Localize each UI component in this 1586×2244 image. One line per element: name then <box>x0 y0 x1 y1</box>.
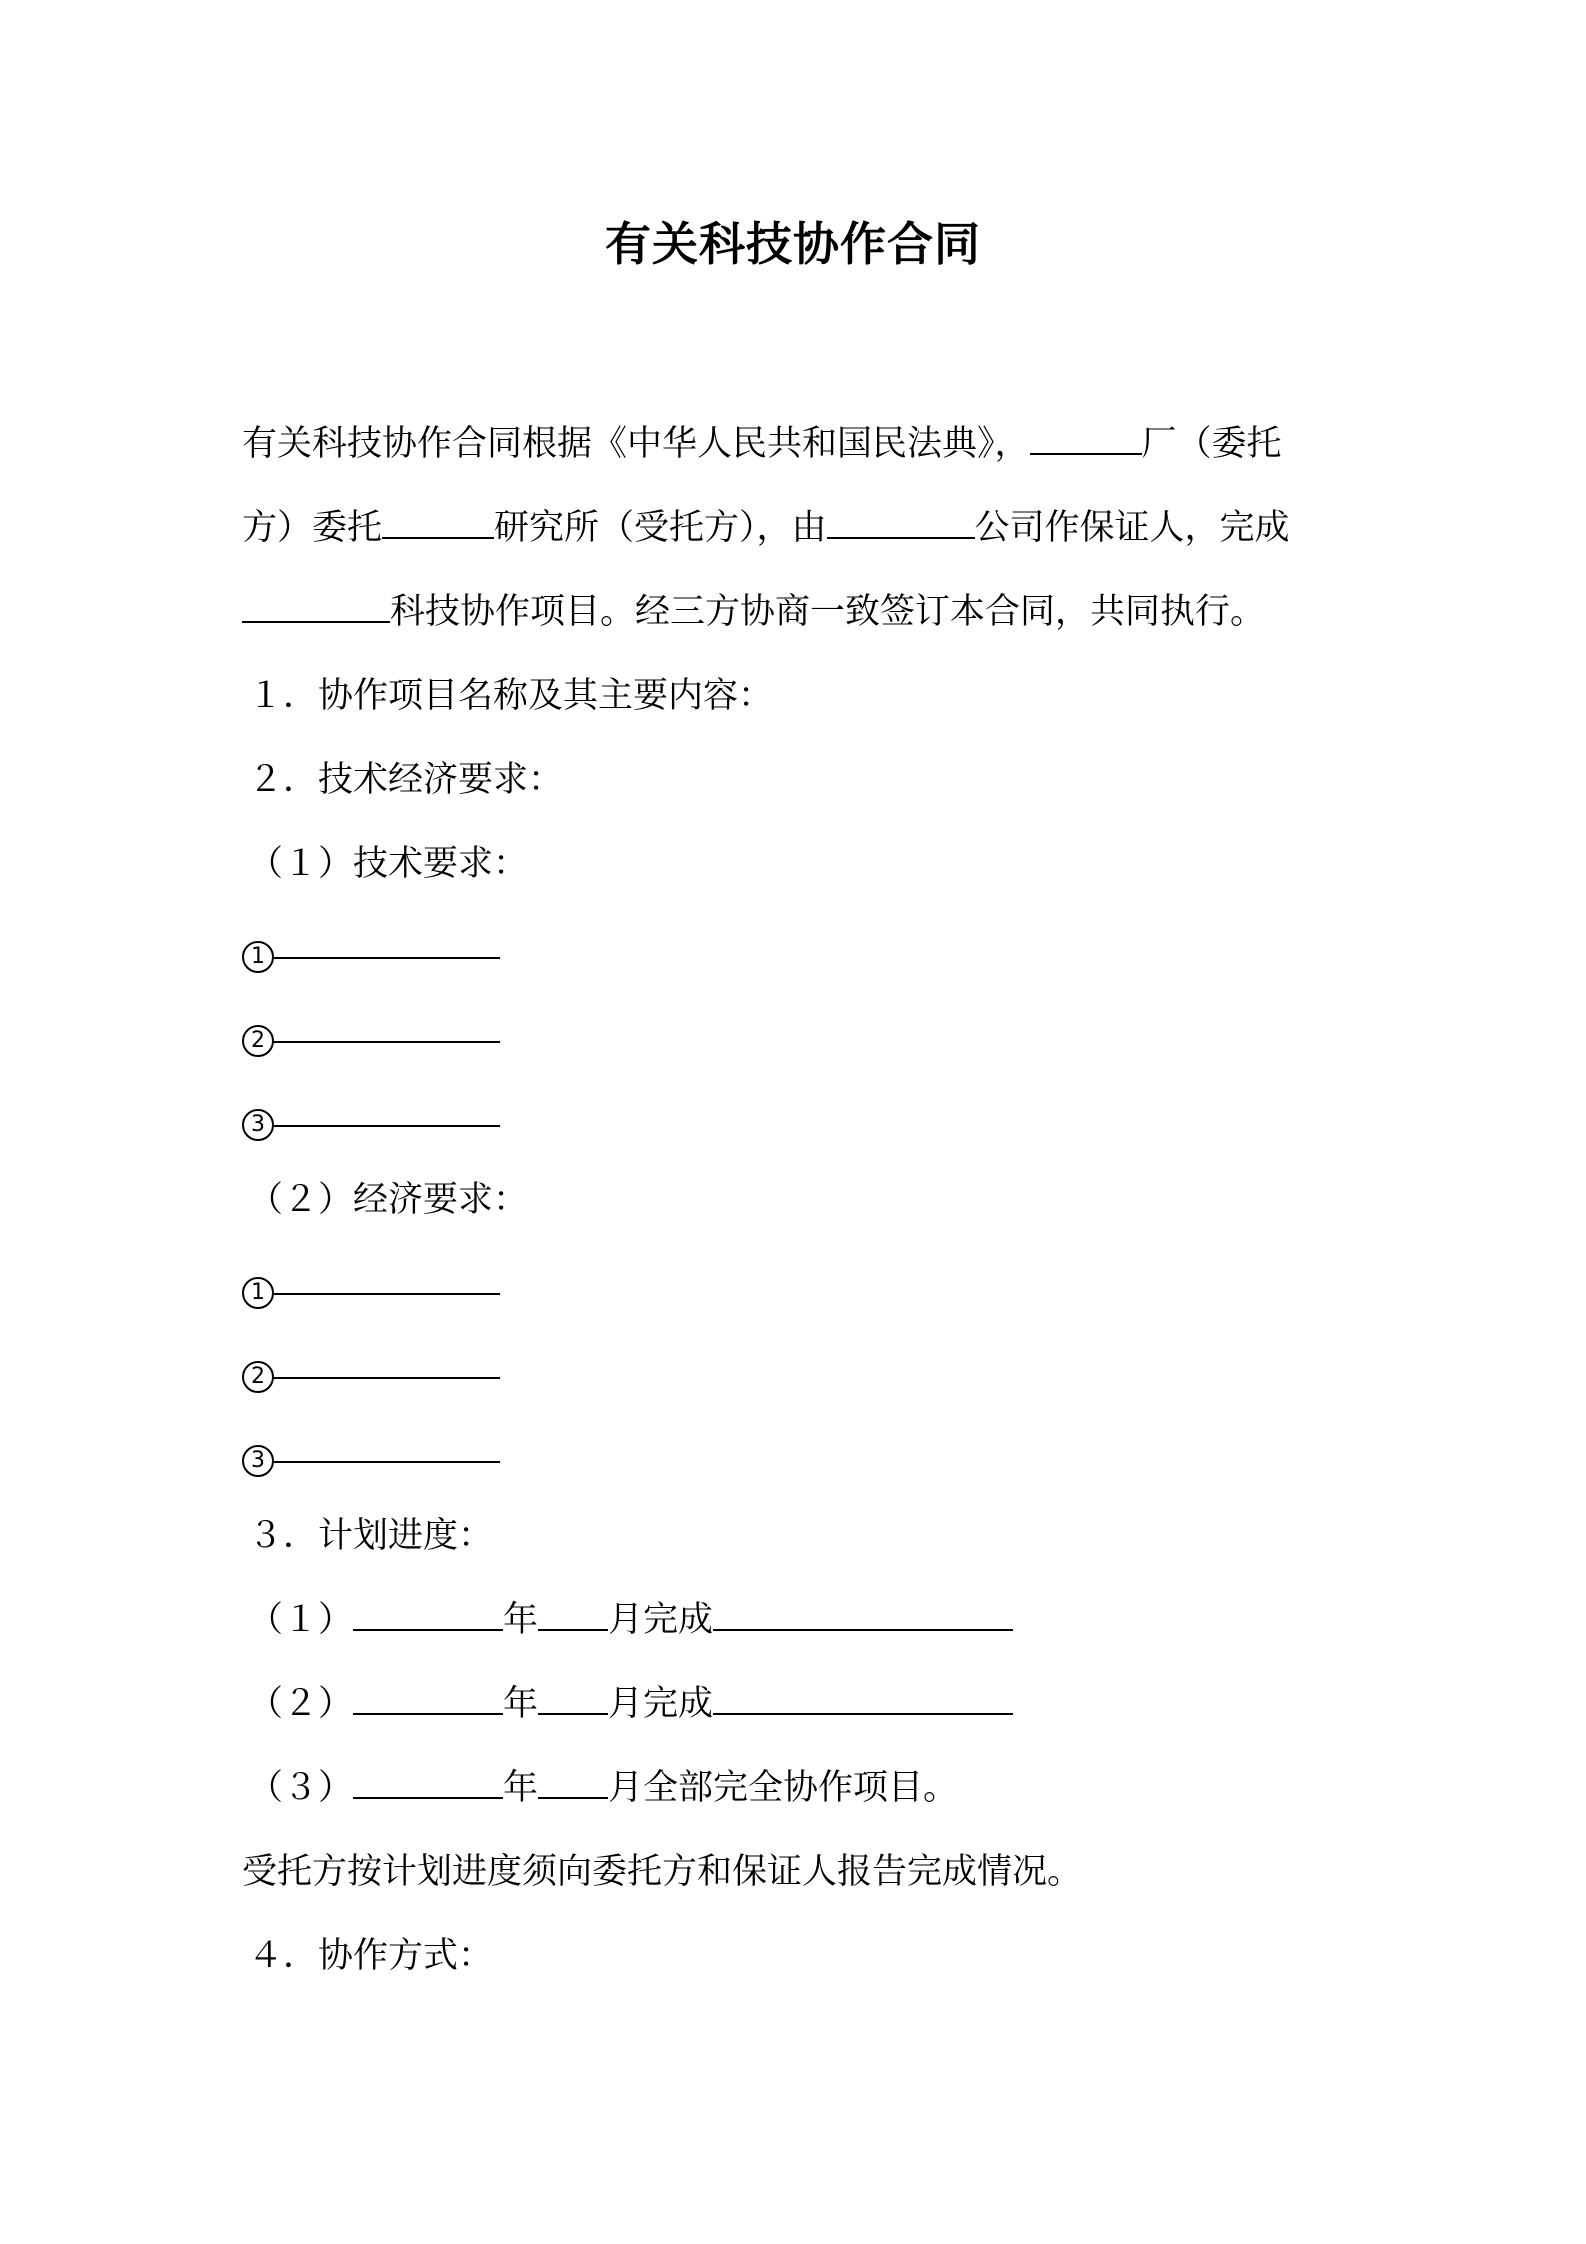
circled-number: 3 <box>242 1445 274 1477</box>
year-label: 年 <box>503 1768 539 1808</box>
document-title: 有关科技协作合同 <box>605 217 981 271</box>
econ-requirement-item <box>242 1242 1352 1326</box>
project-name-blank[interactable] <box>242 595 390 623</box>
econ-requirement-blank-3[interactable] <box>274 1435 500 1463</box>
section-2-heading: ２．技术经济要求： <box>248 760 564 800</box>
section-2-1-heading: （１）技术要求： <box>248 844 529 884</box>
intro-text: 研究所（受托方），由 <box>494 508 827 548</box>
econ-requirement-blank-2[interactable] <box>274 1351 500 1379</box>
intro-line-1 <box>242 402 1352 486</box>
schedule-item-1 <box>242 1578 1352 1662</box>
section-1-heading: １．协作项目名称及其主要内容： <box>248 676 774 716</box>
deliverable-blank[interactable] <box>713 1603 1013 1631</box>
tech-requirement-item <box>242 990 1352 1074</box>
month-blank[interactable] <box>538 1771 608 1799</box>
intro-text: 有关科技协作合同根据《中华人民共和国民法典》， <box>242 424 1030 464</box>
tech-requirement-blank-2[interactable] <box>274 1015 500 1043</box>
schedule-item-2 <box>242 1662 1352 1746</box>
month-all-label: 月全部完全协作项目。 <box>608 1768 959 1808</box>
intro-text: 公司作保证人，完成 <box>974 508 1290 548</box>
month-blank[interactable] <box>538 1603 608 1631</box>
intro-text: 科技协作项目。经三方协商一致签订本合同，共同执行。 <box>390 592 1266 632</box>
tech-requirement-blank-1[interactable] <box>274 931 500 959</box>
month-done-label: 月完成 <box>608 1684 714 1724</box>
deliverable-blank[interactable] <box>713 1687 1013 1715</box>
circled-number: 2 <box>242 1361 274 1393</box>
tech-requirement-blank-3[interactable] <box>274 1099 500 1127</box>
econ-requirement-item <box>242 1326 1352 1410</box>
intro-text: 厂（委托 <box>1141 424 1282 464</box>
circled-number: 3 <box>242 1109 274 1141</box>
guarantor-company-blank[interactable] <box>827 511 975 539</box>
month-blank[interactable] <box>538 1687 608 1715</box>
document-body <box>242 402 1352 1998</box>
econ-requirement-item <box>242 1410 1352 1494</box>
schedule-number: （１） <box>248 1600 354 1640</box>
econ-requirement-blank-1[interactable] <box>274 1267 500 1295</box>
schedule-number: （３） <box>248 1768 354 1808</box>
intro-line-3 <box>242 570 1352 654</box>
year-blank[interactable] <box>353 1771 503 1799</box>
year-blank[interactable] <box>353 1687 503 1715</box>
circled-number: 1 <box>242 1277 274 1309</box>
intro-text: 方）委托 <box>242 508 383 548</box>
institute-blank[interactable] <box>382 511 494 539</box>
schedule-item-3 <box>242 1746 1352 1830</box>
circled-number: 2 <box>242 1025 274 1057</box>
tech-requirement-item <box>242 1074 1352 1158</box>
factory-blank[interactable] <box>1030 427 1142 455</box>
intro-line-2 <box>242 486 1352 570</box>
month-done-label: 月完成 <box>608 1600 714 1640</box>
year-blank[interactable] <box>353 1603 503 1631</box>
section-2-2-heading: （２）经济要求： <box>248 1180 529 1220</box>
circled-number: 1 <box>242 941 274 973</box>
section-3-heading: ３．计划进度： <box>248 1516 494 1556</box>
year-label: 年 <box>503 1600 539 1640</box>
tech-requirement-item <box>242 906 1352 990</box>
year-label: 年 <box>503 1684 539 1724</box>
section-4-heading: ４．协作方式： <box>248 1936 494 1976</box>
schedule-note: 受托方按计划进度须向委托方和保证人报告完成情况。 <box>242 1852 1083 1892</box>
schedule-number: （２） <box>248 1684 354 1724</box>
